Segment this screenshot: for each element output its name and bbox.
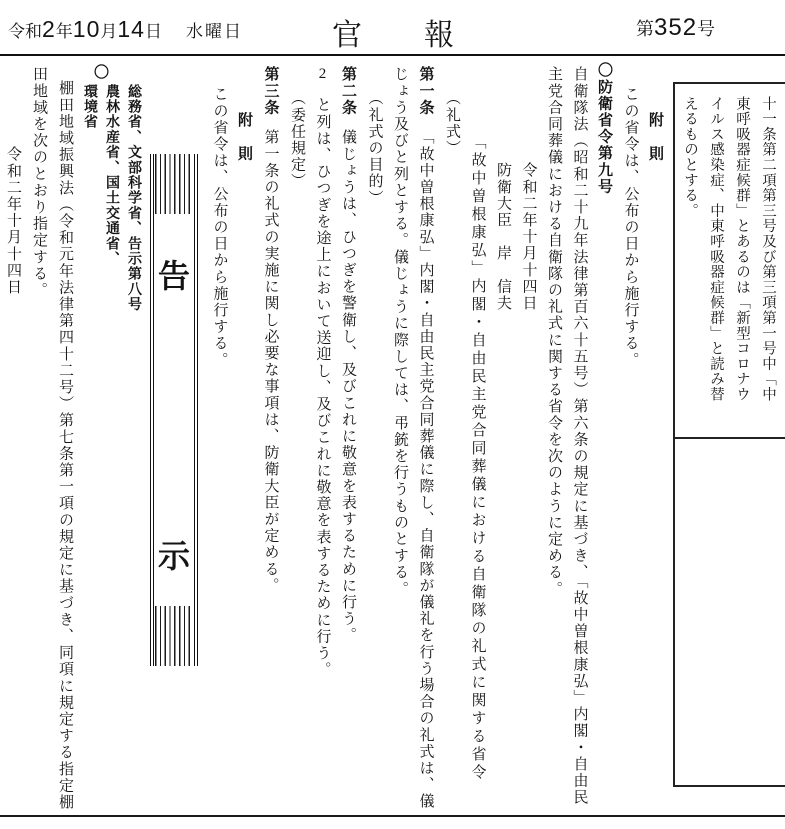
article-2-paragraph-2-number: 2 [314, 66, 331, 84]
article-3-number: 第三条 [262, 66, 280, 116]
issue-date-day: 14 [117, 16, 145, 42]
notice-body-line2: 田地域を次のとおり指定する。 [31, 66, 47, 299]
notice-body-line1: 棚田地域振興法（令和元年法律第四十二号）第七条第一項の規定に基づき、同項に規定する指定棚 [57, 80, 73, 811]
joint-ministries-heading [80, 62, 146, 424]
issue-number-value: 352 [654, 14, 698, 41]
article-2-number: 第二条 [340, 66, 357, 116]
article-2-paragraph-2 [309, 62, 335, 812]
article-3-text: 第一条の礼式の実施に関し必要な事項は、防衛大臣が定める。 [262, 128, 279, 594]
page-header [0, 0, 785, 56]
notice-date: 令和二年十月十四日 [5, 146, 21, 296]
issue-date-year: 2 [42, 16, 56, 42]
ministries-column-left: 環境省 [83, 84, 99, 130]
ordinance-title: 「故中曽根康弘」内閣・自由民主党合同葬儀における自衛隊の礼式に関する省令 [469, 134, 486, 782]
prev-supplementary-provisions-text: この省令は、公布の日から施行する。 [622, 86, 639, 369]
article-3 [257, 62, 284, 812]
margin-note-line-4: えるものとする。 [682, 96, 698, 219]
article-1-text: 「故中曽根康弘」内閣・自由民主党合同葬儀に際し、自衛隊が儀礼を行う場合の礼式は、儀 [417, 128, 434, 810]
masthead-char-po: 報 [424, 19, 454, 52]
article-3-caption: （委任規定） [289, 90, 305, 190]
issue-date-year-unit: 年 [55, 22, 73, 41]
issue-weekday: 水曜日 [185, 22, 243, 41]
main-text-area [0, 62, 668, 812]
prev-supplementary-provisions-label: 附 則 [647, 112, 664, 162]
issue-date-era: 令和 [8, 22, 42, 41]
kokuji-section-banner [150, 154, 198, 666]
ordinance-preamble-line1: 自衛隊法（昭和二十九年法律第百六十五号）第六条の規定に基づき、「故中曽根康弘」内閣・自由民 [571, 66, 588, 806]
notice-marker: 〇 [94, 64, 111, 81]
banner-hatch-bottom [155, 606, 193, 666]
ordinance-preamble-line2: 主党合同葬儀における自衛隊の礼式に関する省令を次のように定める。 [546, 66, 562, 598]
issue-date [8, 16, 243, 43]
issue-date-day-unit: 日 [144, 22, 162, 41]
issue-date-month-unit: 月 [100, 22, 118, 41]
banner-hatch-top [155, 154, 193, 214]
issue-number-suffix: 号 [697, 19, 716, 39]
issue-number-prefix: 第 [636, 19, 654, 39]
article-1-number: 第一条 [417, 66, 435, 116]
article-2-paragraph-2-text: と列は、ひつぎを途上において送迎し、及びこれに敬意を表するために行う。 [314, 96, 331, 678]
masthead-char-kan: 官 [332, 19, 362, 52]
banner-char-koku: 告 [157, 258, 190, 294]
article-1 [412, 62, 439, 812]
ordinance-date-column [490, 62, 541, 812]
empty-margin-box [673, 437, 785, 787]
masthead-kanpo [332, 10, 454, 54]
ordinance-date: 令和二年十月十四日 [520, 162, 537, 312]
bottom-rule [0, 815, 785, 817]
supplementary-provisions-label: 附 則 [236, 112, 253, 162]
issue-date-month: 10 [72, 16, 101, 42]
banner-char-ji: 示 [157, 538, 190, 574]
supplementary-provisions-text: この省令は、公布の日から施行する。 [211, 86, 228, 369]
margin-note-line-2: 東呼吸器症候群」とあるのは「新型コロナウ [734, 96, 750, 402]
ministries-column-middle: 農林水産省、国土交通省、 [105, 84, 121, 267]
ministries-column-right: 総務省、文部科学省、告示第八号 [127, 84, 143, 312]
article-1-text-continued: じょう及びと列とする。儀じょうに際しては、弔銃を行うものとする。 [392, 66, 408, 598]
notice-date-column [0, 62, 26, 812]
ordinance-heading: 〇防衛省令第九号 [596, 62, 613, 195]
margin-note-text [675, 84, 785, 437]
article-2 [335, 62, 362, 812]
issue-number [636, 14, 715, 42]
ordinance-minister-signature: 防衛大臣 岸 信夫 [495, 162, 511, 312]
article-2-text: 儀じょうは、ひつぎを警衛し、及びこれに敬意を表するために行う。 [340, 128, 356, 644]
margin-note-line-1: 十一条第二項第三号及び第三項第一号中「中 [760, 96, 776, 402]
article-1-caption: （礼式） [444, 90, 460, 157]
margin-note-box [673, 82, 785, 439]
margin-note-line-3: イルス感染症、中東呼吸器症候群」と読み替 [708, 96, 724, 402]
article-2-caption: （礼式の目的） [366, 90, 383, 207]
